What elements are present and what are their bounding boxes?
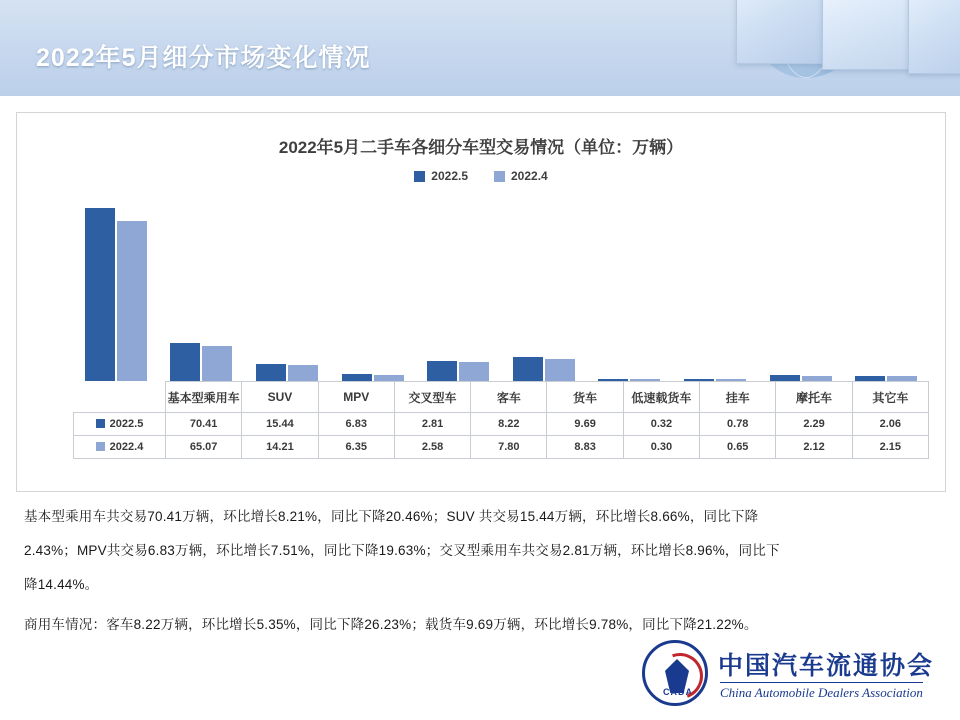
note-paragraph-2 [24, 608, 924, 642]
bar [202, 346, 232, 381]
table-column-header: 低速载货车 [623, 382, 699, 413]
table-cell: 6.35 [318, 436, 394, 459]
bar-group [244, 197, 330, 381]
table-cell: 0.32 [623, 413, 699, 436]
bar-group [587, 197, 673, 381]
bar-group [415, 197, 501, 381]
bar [342, 374, 372, 381]
table-column-header: 挂车 [700, 382, 776, 413]
cube-graphic [822, 0, 920, 70]
bar [513, 357, 543, 381]
bar-group [330, 197, 416, 381]
cada-emblem-icon [642, 640, 708, 706]
decorative-cubes [540, 0, 960, 96]
bar [85, 208, 115, 381]
bar [170, 343, 200, 381]
table-cell: 14.21 [242, 436, 318, 459]
legend-item-series-2[interactable] [494, 169, 548, 183]
logo-name-en: China Automobile Dealers Association [720, 682, 923, 701]
table-cell: 0.65 [700, 436, 776, 459]
table-column-header: 客车 [471, 382, 547, 413]
table-cell: 2.81 [394, 413, 470, 436]
table-cell: 2.15 [852, 436, 928, 459]
bar [545, 359, 575, 381]
table-cell: 15.44 [242, 413, 318, 436]
chart-plot-area [73, 197, 929, 381]
chart-legend [17, 169, 945, 183]
bar [459, 362, 489, 381]
table-cell: 2.29 [776, 413, 852, 436]
bar-group [501, 197, 587, 381]
table-corner-cell [74, 382, 166, 413]
table-cell: 2.06 [852, 413, 928, 436]
table-column-header: 基本型乘用车 [166, 382, 242, 413]
chart-title: 2022年5月二手车各细分车型交易情况（单位：万辆） [278, 138, 684, 157]
chart-data-table [73, 381, 929, 459]
bar-groups [73, 197, 929, 381]
table-row [74, 436, 929, 459]
footnotes [24, 500, 924, 648]
table-series-label: 2022.5 [74, 413, 166, 436]
table-column-header: 交叉型车 [394, 382, 470, 413]
cube-graphic [736, 0, 824, 64]
table-cell: 0.78 [700, 413, 776, 436]
bar [256, 364, 286, 381]
table-cell: 2.58 [394, 436, 470, 459]
table-series-label: 2022.4 [74, 436, 166, 459]
table-cell: 7.80 [471, 436, 547, 459]
emblem-shield-icon [665, 659, 689, 693]
bar [288, 365, 318, 381]
series-swatch-icon [96, 442, 105, 451]
table-cell: 8.22 [471, 413, 547, 436]
table-row [74, 413, 929, 436]
table-column-header: SUV [242, 382, 318, 413]
bar-group [843, 197, 929, 381]
table-column-header: 摩托车 [776, 382, 852, 413]
table-column-header: 货车 [547, 382, 623, 413]
note-line: 商用车情况：客车8.22万辆，环比增长5.35%，同比下降26.23%；载货车9.69万辆，环比增长9.78%，同比下降21.22%。 [24, 617, 758, 632]
table-column-header: MPV [318, 382, 394, 413]
bar-group [73, 197, 159, 381]
series-swatch-icon [96, 419, 105, 428]
legend-label: 2022.4 [511, 169, 548, 183]
logo-abbr: CADA [663, 687, 693, 697]
table-cell: 6.83 [318, 413, 394, 436]
table-cell: 0.30 [623, 436, 699, 459]
note-paragraph-1 [24, 500, 924, 602]
table-cell: 2.12 [776, 436, 852, 459]
table-cell: 65.07 [166, 436, 242, 459]
page-title: 2022年5月细分市场变化情况 [36, 44, 371, 72]
bar [427, 361, 457, 381]
legend-label: 2022.5 [431, 169, 468, 183]
legend-swatch-icon [494, 171, 505, 182]
table-cell: 8.83 [547, 436, 623, 459]
logo-name-cn: 中国汽车流通协会 [718, 653, 935, 680]
note-line: 2.43%；MPV共交易6.83万辆，环比增长7.51%，同比下降19.63%；交叉型乘用车共交易2.81万辆，环比增长8.96%，同比下 [24, 543, 780, 558]
table-cell: 9.69 [547, 413, 623, 436]
cube-graphic [908, 0, 960, 74]
legend-item-series-1[interactable] [414, 169, 468, 183]
bar-group [159, 197, 245, 381]
bar-group [758, 197, 844, 381]
slide-header [0, 0, 960, 96]
legend-swatch-icon [414, 171, 425, 182]
bar [117, 221, 147, 381]
table-header-row [74, 382, 929, 413]
bar-group [672, 197, 758, 381]
organization-logo [642, 638, 942, 710]
table-column-header: 其它车 [852, 382, 928, 413]
note-line: 基本型乘用车共交易70.41万辆，环比增长8.21%，同比下降20.46%；SUV 共交易15.44万辆，环比增长8.66%，同比下降 [24, 509, 759, 524]
chart-card [16, 112, 946, 492]
note-line: 降14.44%。 [24, 577, 99, 592]
table-cell: 70.41 [166, 413, 242, 436]
